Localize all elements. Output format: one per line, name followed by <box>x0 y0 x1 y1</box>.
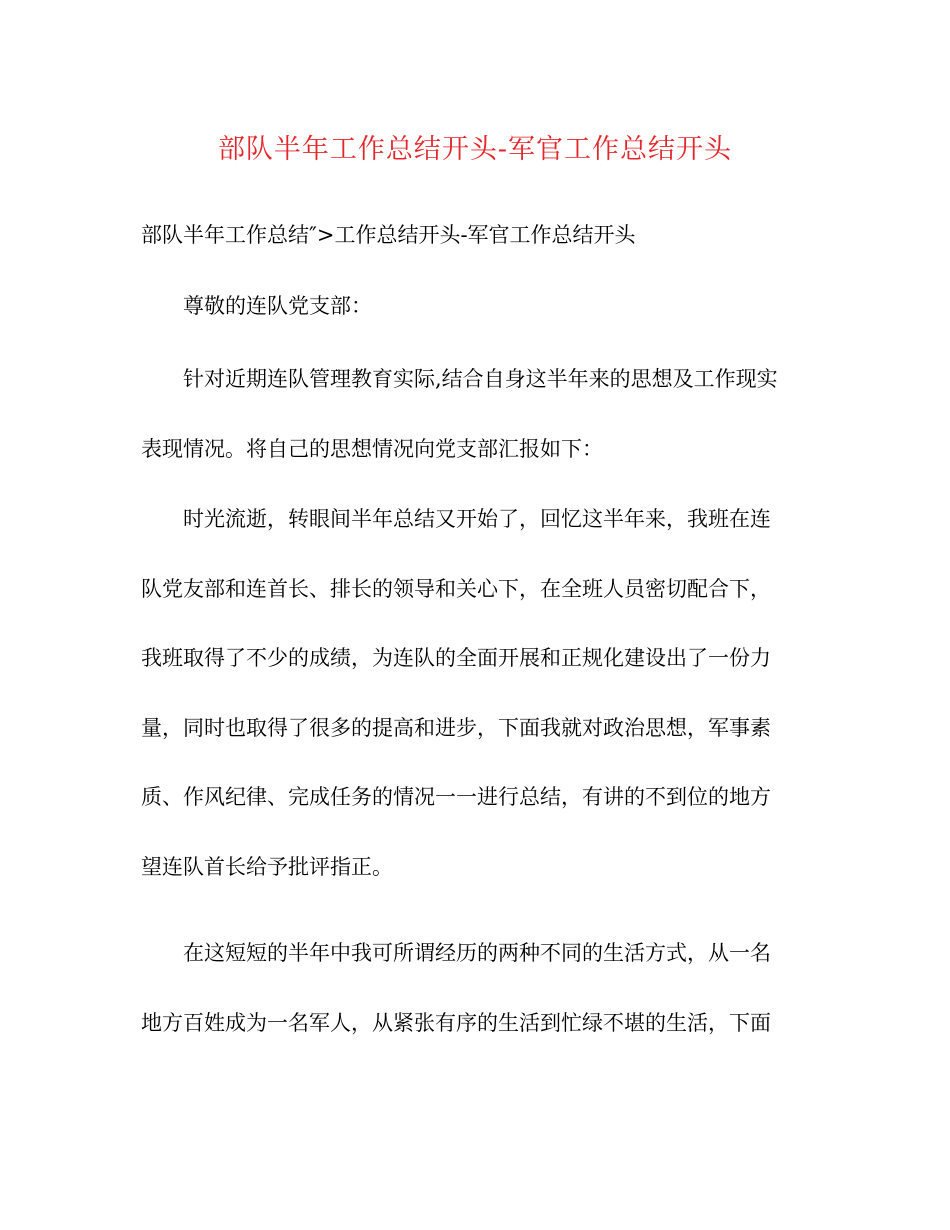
paragraph-3 <box>141 919 811 1058</box>
document-subtitle: 部队半年工作总结″>工作总结开头-军官工作总结开头 <box>141 223 636 247</box>
paragraph-1 <box>141 345 811 484</box>
paragraph-line: 我班取得了不少的成绩，为连队的全面开展和正规化建设出了一份力 <box>141 646 771 670</box>
paragraph-line: 质、作风纪律、完成任务的情况一一进行总结，有讲的不到位的地方 <box>141 785 771 809</box>
paragraph-line: 队党友部和连首长、排长的领导和关心下，在全班人员密切配合下， <box>141 576 771 601</box>
document-title: 部队半年工作总结开头-军官工作总结开头 <box>217 134 733 165</box>
paragraph-line: 表现情况。将自己的思想情况向党支部汇报如下： <box>141 436 603 461</box>
salutation: 尊敬的连队党支部： <box>183 294 372 318</box>
paragraph-line: 针对近期连队管理教育实际,结合自身这半年来的思想及工作现实 <box>183 367 778 391</box>
paragraph-line: 量，同时也取得了很多的提高和进步，下面我就对政治思想，军事素 <box>141 715 771 740</box>
paragraph-line: 地方百姓成为一名军人，从紧张有序的生活到忙绿不堪的生活，下面 <box>141 1010 771 1035</box>
paragraph-line: 望连队首长给予批评指正。 <box>141 854 393 879</box>
paragraph-line: 在这短短的半年中我可所谓经历的两种不同的生活方式，从一名 <box>183 941 771 965</box>
paragraph-2 <box>141 485 811 902</box>
paragraph-line: 时光流逝，转眼间半年总结又开始了，回忆这半年来，我班在连 <box>183 507 771 531</box>
